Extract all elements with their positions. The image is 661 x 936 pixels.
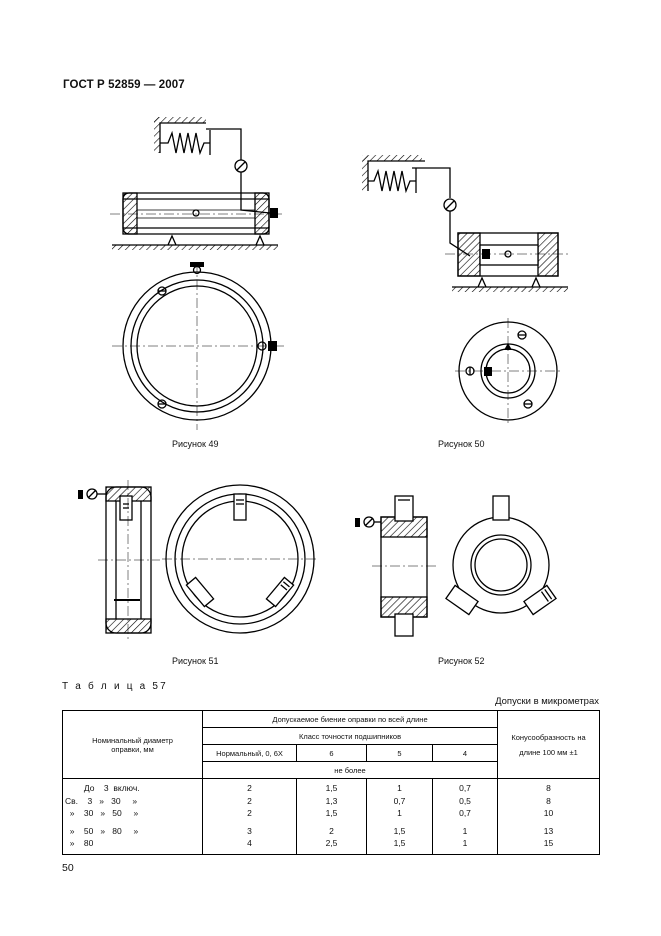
table-row-diameter: » 80 bbox=[65, 838, 94, 848]
table-row-diameter: » 30 » 50 » bbox=[65, 808, 139, 818]
figure-51-front-view bbox=[162, 485, 318, 633]
table-cell: 13 bbox=[543, 825, 554, 836]
class-6-column bbox=[297, 779, 367, 855]
table-title: Т а б л и ц а 57 bbox=[62, 681, 168, 692]
figure-51-drawing bbox=[78, 480, 160, 640]
table-cell: 4 bbox=[247, 838, 252, 848]
taper-column bbox=[498, 779, 600, 855]
figure-52-front-view bbox=[446, 496, 556, 615]
figure-50-caption: Рисунок 50 bbox=[438, 439, 485, 449]
table-cell: 1,5 bbox=[325, 808, 338, 818]
col-header-diameter: Номинальный диаметр оправки, мм bbox=[63, 711, 203, 779]
table-cell: 8 bbox=[546, 783, 551, 793]
table-cell: 2 bbox=[329, 825, 334, 836]
document-header: ГОСТ Р 52859 — 2007 bbox=[63, 79, 185, 91]
table-cell: 2 bbox=[247, 783, 252, 793]
table-cell: 1 bbox=[397, 808, 402, 818]
class-5-column bbox=[367, 779, 433, 855]
figure-50-drawing bbox=[362, 155, 570, 292]
figure-49-front-view bbox=[112, 262, 285, 430]
class-header: 5 bbox=[367, 745, 433, 762]
class-normal-column bbox=[203, 779, 297, 855]
table-row-diameter: Св. 3 » 30 » bbox=[65, 795, 138, 806]
figure-49-drawing bbox=[110, 117, 285, 250]
table-cell: 0,7 bbox=[393, 795, 406, 806]
class-header: Нормальный, 0, 6Х bbox=[203, 745, 297, 762]
table-cell: 10 bbox=[543, 808, 554, 818]
table-cell: 2 bbox=[247, 808, 252, 818]
table-row-diameter: До 3 включ. bbox=[65, 783, 140, 793]
class-header: 6 bbox=[297, 745, 367, 762]
table-cell: 15 bbox=[543, 838, 554, 848]
class-4-column bbox=[433, 779, 498, 855]
col-header-taper: Конусообразность на длине 100 мм ±1 bbox=[498, 711, 600, 779]
table-cell: 8 bbox=[546, 795, 551, 806]
table-cell: 1 bbox=[462, 838, 468, 848]
col-header-runout: Допускаемое биение оправки по всей длине bbox=[203, 711, 498, 728]
figure-52-drawing bbox=[355, 496, 436, 636]
table-cell: 1 bbox=[462, 825, 468, 836]
table-cell: 1 bbox=[397, 783, 402, 793]
table-cell: 0,7 bbox=[459, 783, 471, 793]
page-number: 50 bbox=[62, 862, 74, 874]
figure-49-caption: Рисунок 49 bbox=[172, 439, 219, 449]
figure-51-caption: Рисунок 51 bbox=[172, 656, 219, 666]
class-header: 4 bbox=[433, 745, 498, 762]
no-more-header: не более bbox=[203, 762, 498, 779]
table-cell: 1,5 bbox=[393, 838, 406, 848]
table-cell: 1,3 bbox=[325, 795, 338, 806]
table-cell: 2,5 bbox=[325, 838, 338, 848]
table-cell: 2 bbox=[247, 795, 252, 806]
table-row-diameter: » 50 » 80 » bbox=[65, 825, 139, 836]
table-cell: 0,5 bbox=[459, 795, 471, 806]
table-cell: 1,5 bbox=[325, 783, 338, 793]
col-header-class: Класс точности подшипников bbox=[203, 728, 498, 745]
diameter-column bbox=[63, 779, 203, 855]
table-units-note: Допуски в микрометрах bbox=[495, 696, 599, 707]
table-cell: 0,7 bbox=[459, 808, 471, 818]
table-57 bbox=[62, 710, 600, 855]
table-cell: 1,5 bbox=[393, 825, 406, 836]
figure-50-front-view bbox=[455, 318, 562, 425]
table-cell: 3 bbox=[247, 825, 252, 836]
figure-52-caption: Рисунок 52 bbox=[438, 656, 485, 666]
